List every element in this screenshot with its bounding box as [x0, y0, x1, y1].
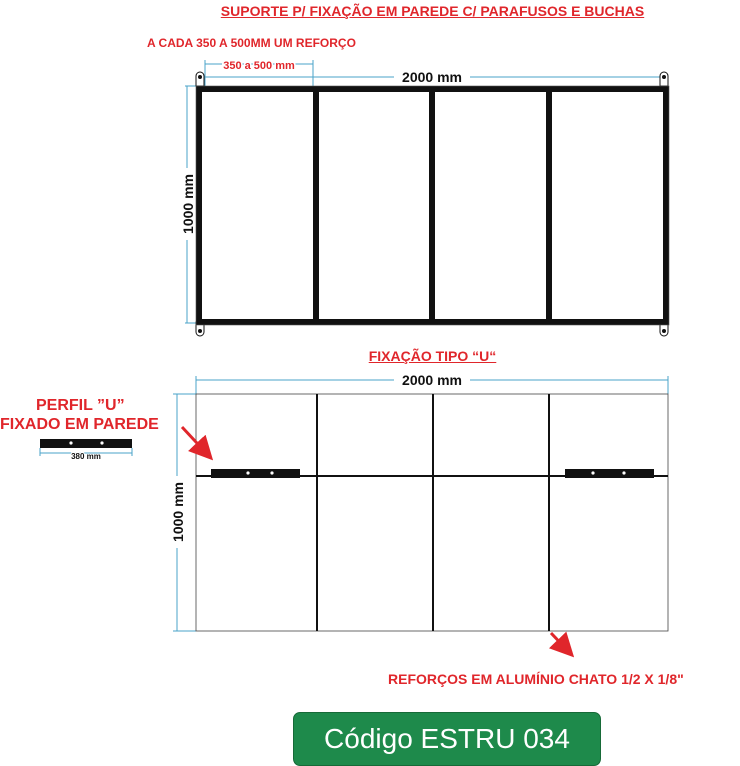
- top-width-label: 2000 mm: [402, 69, 462, 85]
- u-fixation-title: FIXAÇÃO TIPO “U“: [368, 348, 497, 364]
- bottom-fixation-diagram: [170, 371, 668, 653]
- product-code-badge: Código ESTRU 034: [293, 712, 601, 766]
- bottom-width-dimension: [196, 371, 668, 394]
- reforcos-label: REFORÇOS EM ALUMÍNIO CHATO 1/2 X 1/8": [388, 671, 684, 687]
- u-profile-detail: [40, 439, 132, 461]
- u-profile-left: [211, 469, 300, 478]
- profile-length-label: 380 mm: [71, 452, 101, 461]
- reforcos-arrow-icon: [551, 633, 570, 653]
- top-height-label: 1000 mm: [180, 174, 196, 234]
- perfil-label-line1: PERFIL ”U”: [36, 397, 125, 414]
- top-frame: [196, 86, 669, 325]
- spacing-note: A CADA 350 A 500MM UM REFORÇO: [147, 36, 356, 50]
- spacing-dimension-label: 350 a 500 mm: [223, 60, 295, 72]
- perfil-arrow-icon: [182, 427, 209, 456]
- top-frame-diagram: [180, 60, 669, 336]
- u-profile-right: [565, 469, 654, 478]
- bottom-height-label: 1000 mm: [170, 482, 186, 542]
- wall-support-title: SUPORTE P/ FIXAÇÃO EM PAREDE C/ PARAFUSOS E BUCHAS: [220, 3, 645, 19]
- perfil-label-line2: FIXADO EM PAREDE: [0, 416, 159, 433]
- spacing-dimension: [205, 60, 313, 88]
- bottom-width-label: 2000 mm: [402, 372, 462, 388]
